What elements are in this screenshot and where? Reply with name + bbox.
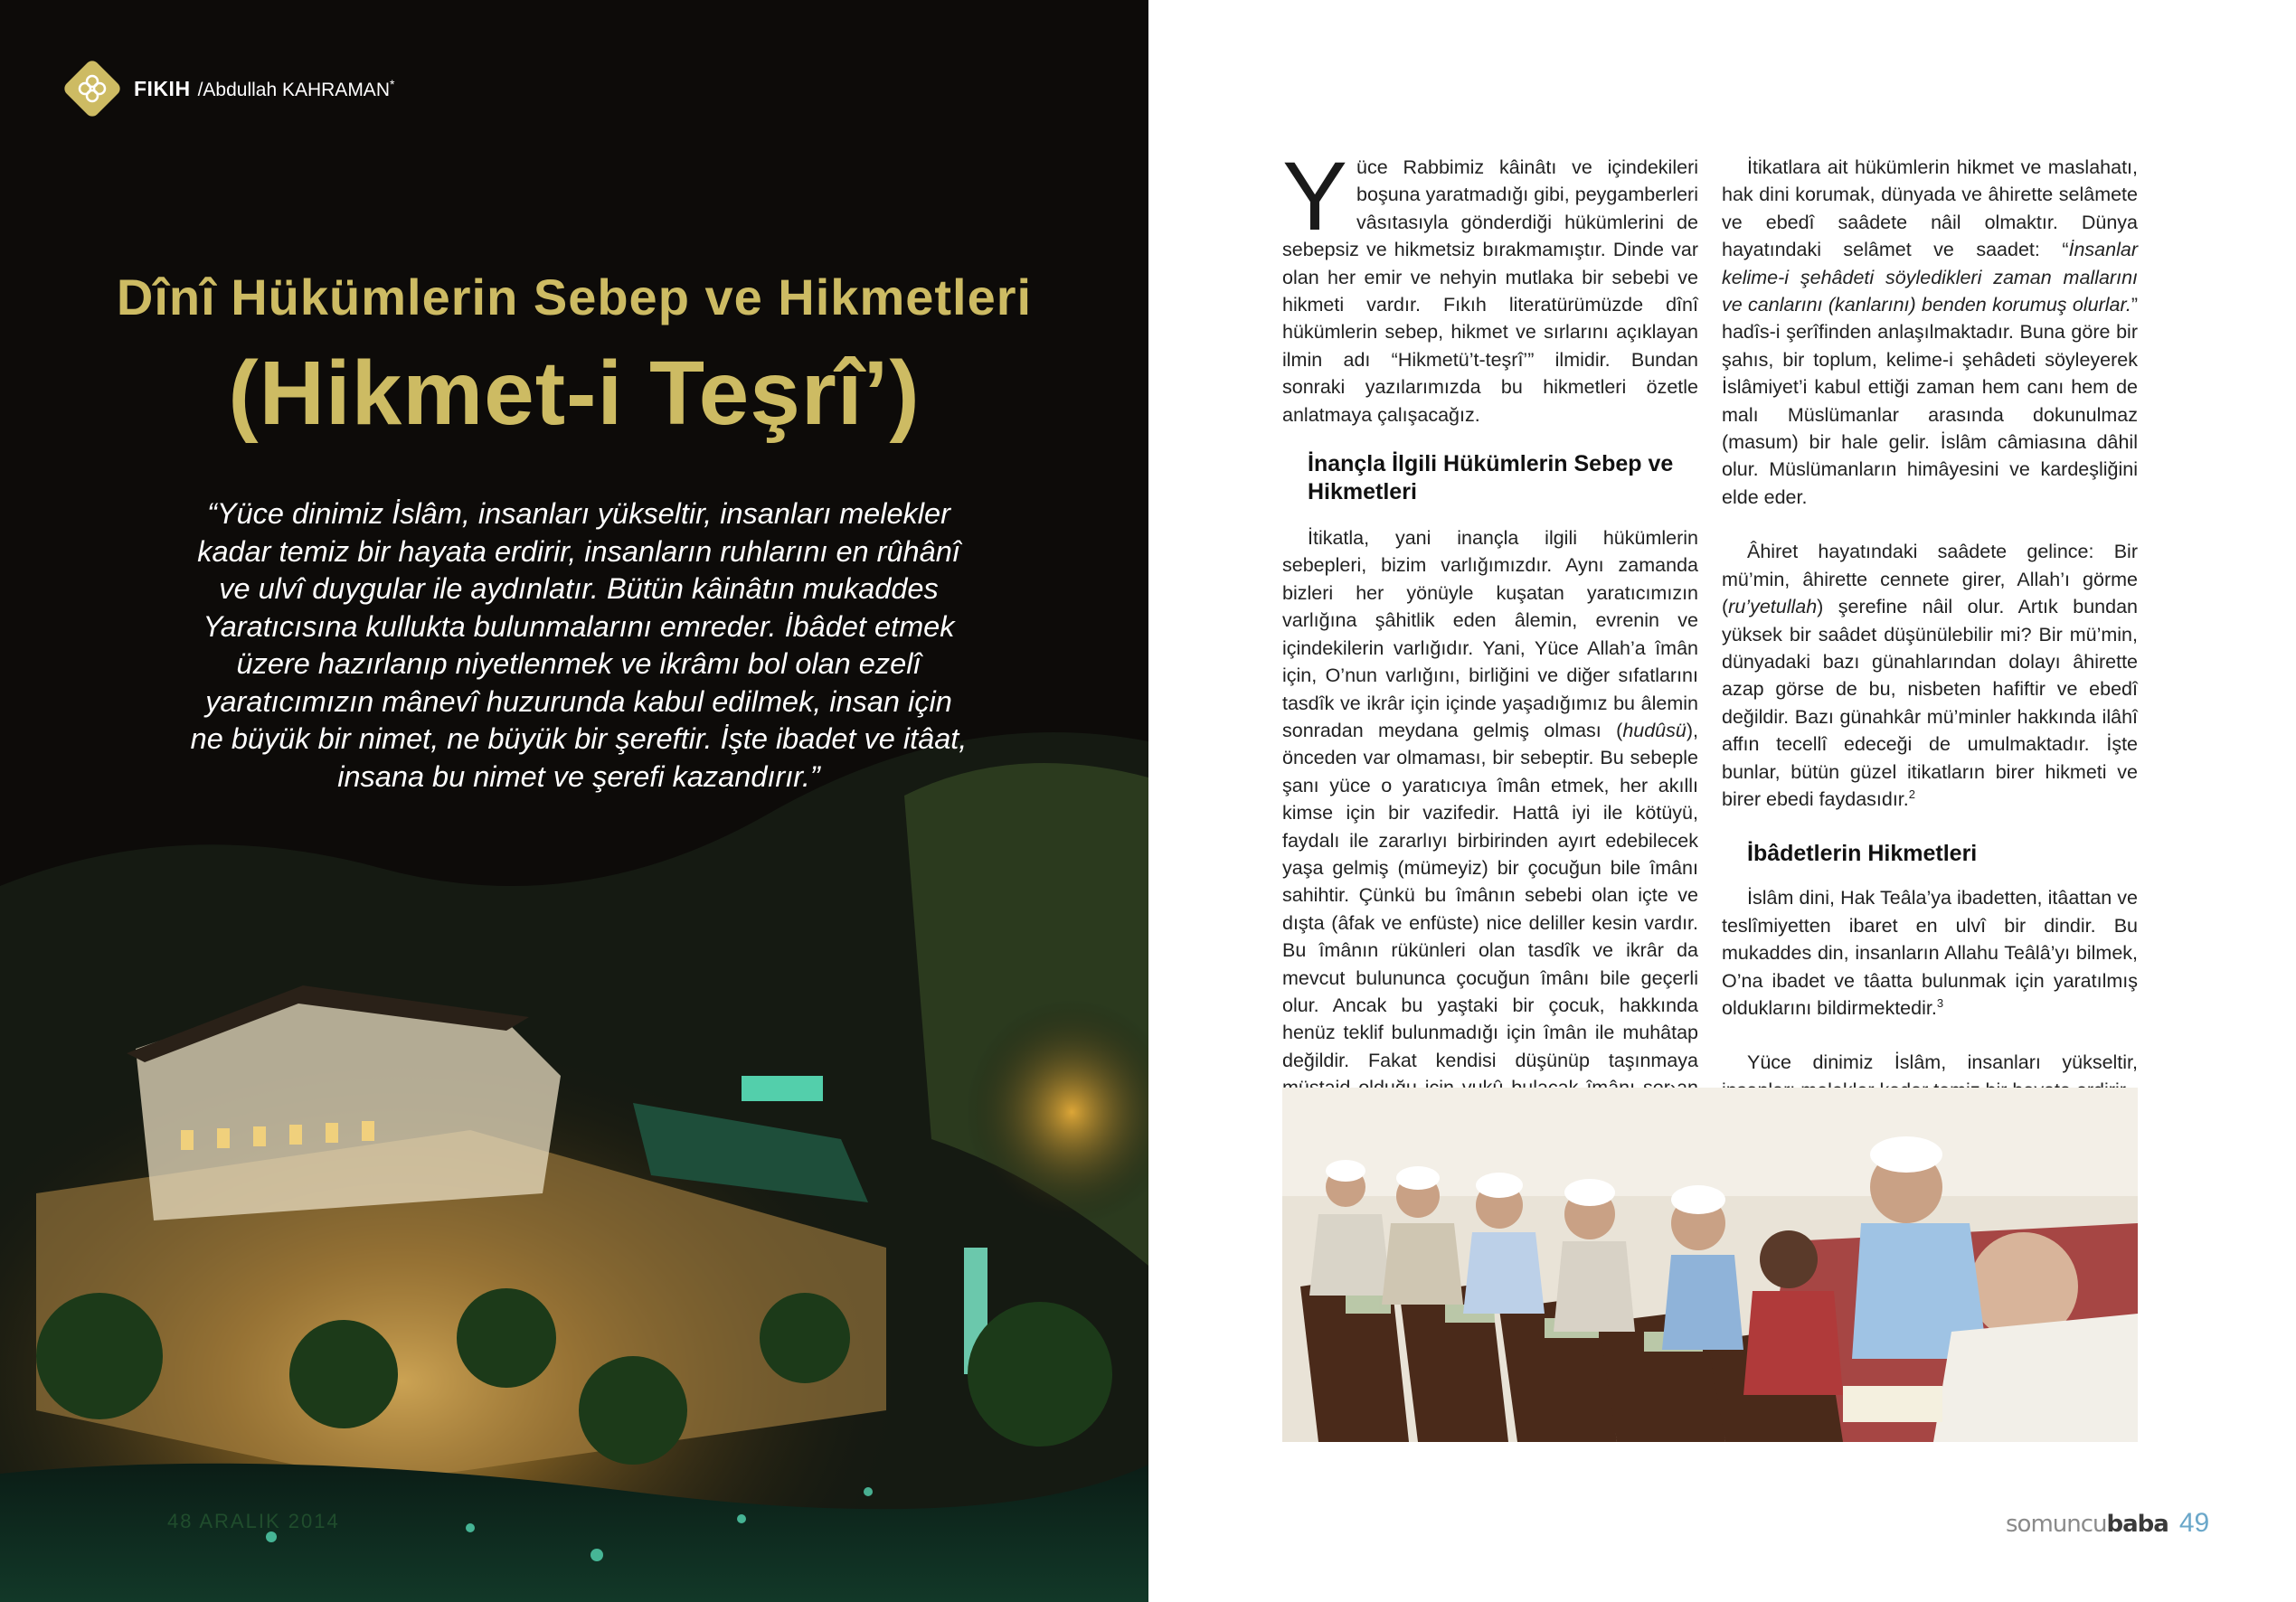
section-heading-belief: İnançla İlgili Hükümlerin Sebep ve Hikmetleri — [1308, 451, 1674, 505]
intro-quote-line: ve ulvî duygular ile aydınlatır. Bütün kâinâtın mukaddes — [219, 572, 939, 605]
footnote-marker: 3 — [1936, 995, 1944, 1010]
text-column-1 — [1282, 141, 1698, 1129]
issue-footer: 48 ARALIK 2014 — [167, 1510, 340, 1532]
right-page — [1148, 0, 2296, 1602]
magazine-brand-light: somuncu — [2006, 1511, 2107, 1538]
footnote-marker: 2 — [1908, 787, 1915, 801]
page-footer — [2006, 1508, 2209, 1539]
body-paragraph: İtikatla, yani inançla ilgili hükümlerin sebepleri, bizim varlığımızdır. Aynı zamanda bizleri her yönüyle kuşatan yaratıcımızın varlığına şâhitlik eden âlemin, evrenin ve içindekilerin varlığıdır. Yani, Yüce Allah’a îmân için, O’nun varlığını, birliğini ve diğer sıfatlarını tasdîk ve ikrâr için içinde yaşadığımız bu âlemin sonradan meydana gelmiş olması (hudûsü), önceden var olmaması, bir sebeptir. Bu sebeple şanı yüce o yaratıcıya îmân etmek, her akıllı kimse için bir vazifedir. Hattâ iyi ile kötüyü, faydalı ile zararlıyı birbirinden ayırt edebilecek yaşa gelmiş (mümeyiz) bir çocuğun bile îmânı sahihtir. Çünkü bu îmânın sebebi olan içte ve dışta (âfak ve enfüste) nice deliller kesin vardır. Bu îmânın rükünleri olan tasdîk ve ikrâr da mevcut bulununca çocuğun îmânı bile geçerli olur. Ancak bu yaştaki bir çocuk, hakkında henüz teklif bulunmadığı için îmân ile muhâtap değildir. Fakat kendisi düşünüp taşınmaya — [1282, 524, 1698, 1129]
intro-quote-line: üzere hazırlanıp niyetlenmek ve ikrâmı bol olan ezelî — [236, 647, 921, 680]
magazine-brand-bold: baba — [2106, 1511, 2168, 1538]
section-heading-worship: İbâdetlerin Hikmetleri — [1747, 841, 1978, 867]
author-mark: * — [389, 76, 395, 91]
author-name: /Abdullah KAHRAMAN* — [197, 76, 395, 100]
body-paragraph: İslâm dini, Hak Teâla’ya ibadetten, itâattan ve teslîmiyetten ibaret en ulvî bir dindir. Bu mukaddes din, insanların Allahu Teâlâ’yı bilmek, O’na ibadet ve tâatta bulunmak için yaratılmış olduklarını bildirmektedir.$^3$ — [1722, 887, 2138, 1019]
intro-quote-line: yaratıcımızın mânevî huzurunda kabul edilmek, insan için — [205, 684, 952, 718]
diamond-knot-icon — [61, 58, 123, 119]
intro-quote — [181, 495, 977, 796]
opening-paragraph: Yüce Rabbimiz kâinâtı ve içindekileri boşuna yaratmadığı gibi, peygamberleri vâsıtasıyla gönderdiği hükümlerini de sebepsiz ve hikmetsiz bırakmamıştır. Dinde var olan her emir ve nehyin mutlaka bir sebebi ve hikmeti vardır. Fıkıh literatürümüzde dînî hükümlerin sebep, hikmet ve sırlarını açıklayan ilmin adı “Hikmetü’t-teşrî’” ilmidir. Bundan sonraki yazılarımızda bu hikmetleri özetle anlatmaya çalışacağız. — [1282, 141, 1698, 426]
article-subtitle: (Hikmet-i Teşrî’) — [228, 343, 921, 444]
text-column-2 — [1722, 154, 2138, 1104]
body-paragraph: İtikatlara ait hükümlerin hikmet ve maslahatı, hak dini korumak, dünyada ve âhirette selâmete ve ebedî saâdete nâil olmaktır. Dünya hayatındaki selâmet ve saadet: “İnsanlar kelime-i şehâdeti söyledikleri zaman mallarını ve canlarını (kanlarını) benden korumuş olurlar.” hadîs-i şerîfinden anlaşılmaktadır. Buna göre bir şahıs, bir toplum, kelime-i şehâdeti söyleyerek İslâmiyet’i kabul ettiği zaman hem canı hem de malı Müslümanlar arasında dokunulmaz (masum) bir hale gelir. İslâm câmiasına dâhil olur. Müslümanların himâyesini ve kardeşliğini elde eder. — [1722, 156, 2138, 508]
drop-cap: Y — [1282, 141, 1348, 250]
article-title: Dînî Hükümlerin Sebep ve Hikmetleri — [116, 269, 1033, 325]
intro-quote-line: kadar temiz bir hayata erdirir, insanların ruhlarını en rûhânî — [197, 534, 960, 568]
section-name: FIKIH — [134, 76, 191, 100]
quran-reading-photo — [1282, 1088, 2138, 1442]
intro-quote-line: “Yüce dinimiz İslâm, insanları yükseltir, insanları melekler — [207, 497, 950, 530]
body-paragraph: Yüce dinimiz İslâm, insanları yükseltir, — [1747, 1051, 2138, 1074]
section-tag — [61, 58, 394, 119]
intro-quote-line: insana bu nimet ve şerefi kazandırır.” — [337, 759, 820, 793]
intro-quote-line: ne büyük bir nimet, ne büyük bir şereftir. İşte ibadet ve itâat, — [190, 722, 968, 755]
intro-quote-line: Yaratıcısına kullukta bulunmalarını emreder. İbâdet etmek — [203, 609, 955, 643]
body-paragraph: Âhiret hayatındaki saâdete gelince: Bir mü’min, âhirette cennete girer, Allah’ı görme (ru’yetullah) şerefine nâil olur. Artık bundan yüksek bir saâdet düşünülebilir mi? Bir mü’min, dünyadaki bazı günahlarından dolayı âhirette azap görse de bu, nisbeten hafiftir ve ebedî değildir. Bazı günahkâr mü’minler hakkında ilâhî affın tecellî edeceği de umulmaktadır. İşte bunlar, bütün güzel itikatların birer hikmeti ve birer ebedi faydasıdır.$^2$ — [1722, 541, 2138, 810]
page-number: 49 — [2178, 1508, 2210, 1538]
